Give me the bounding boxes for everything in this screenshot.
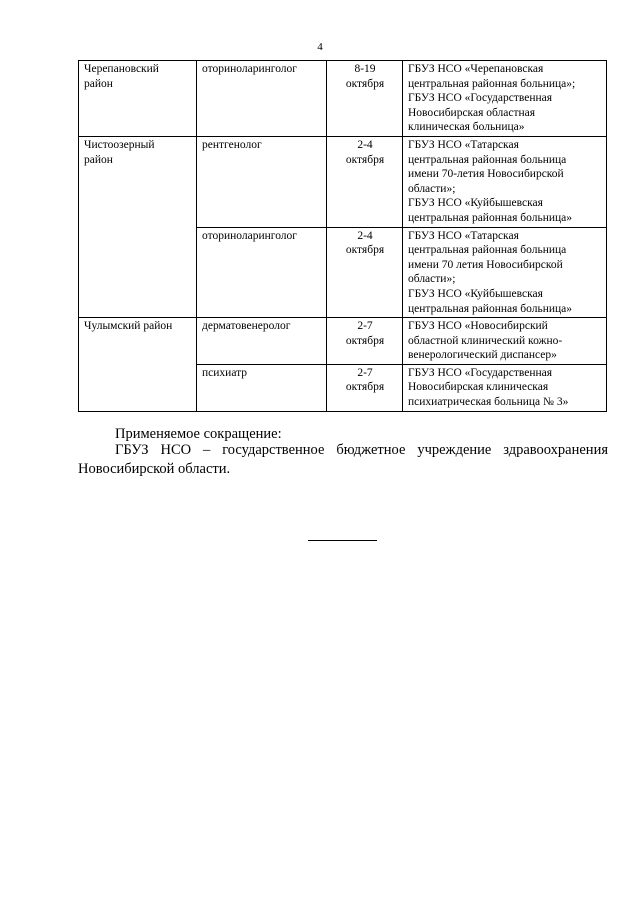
schedule-table-body (79, 61, 607, 412)
organization-cell (403, 364, 607, 411)
organization-line: ГБУЗ НСО «Татарская (408, 138, 519, 151)
dates-line: 2-7 (357, 320, 373, 333)
organization-line: психиатрическая больница № 3» (408, 396, 569, 409)
organization-line: имени 70 летия Новосибирской (408, 258, 563, 271)
dates-cell (327, 318, 403, 365)
table-row (79, 318, 607, 365)
dates-cell (327, 227, 403, 318)
organization-line: ГБУЗ НСО «Черепановская (408, 63, 544, 75)
district-cell (79, 318, 197, 412)
page-number: 4 (317, 41, 323, 53)
table-row (79, 61, 607, 137)
specialty-cell: оториноларинголог (197, 61, 327, 137)
dates-line: октября (345, 153, 385, 166)
abbreviation-text: ГБУЗ НСО – государственное бюджетное учреждение здравоохранения Новосибирской области. (78, 442, 608, 477)
organization-line: Новосибирская клиническая (408, 381, 549, 394)
dates-line: 2-4 (357, 138, 373, 151)
dates-cell (327, 61, 403, 137)
district-cell (79, 61, 197, 137)
organization-line: центральная районная больница» (408, 302, 573, 315)
organization-line: ГБУЗ НСО «Куйбышевская (408, 287, 543, 300)
specialty-cell: психиатр (197, 364, 327, 411)
dates-cell (327, 136, 403, 227)
organization-line: центральная районная больница (408, 244, 567, 257)
specialty-cell: дерматовенеролог (197, 318, 327, 365)
organization-line: ГБУЗ НСО «Государственная (408, 92, 553, 105)
organization-line: клиническая больница» (408, 121, 525, 134)
organization-line: области»; (408, 273, 456, 286)
district-line: район (84, 153, 113, 166)
organization-line: имени 70-летия Новосибирской (408, 168, 564, 181)
organization-line: ГБУЗ НСО «Куйбышевская (408, 197, 543, 210)
dates-line: октября (345, 77, 385, 90)
specialty-cell: оториноларинголог (197, 227, 327, 318)
organization-cell (403, 318, 607, 365)
district-line: Чулымский район (84, 320, 173, 333)
schedule-table (78, 60, 607, 412)
specialty-cell: рентгенолог (197, 136, 327, 227)
organization-line: ГБУЗ НСО «Новосибирский (408, 320, 548, 333)
dates-line: октября (345, 244, 385, 257)
dates-line: 8-19 (354, 63, 376, 75)
dates-line: 2-4 (357, 229, 373, 242)
organization-cell (403, 61, 607, 137)
dates-line: октября (345, 381, 385, 394)
organization-line: венерологический диспансер» (408, 349, 557, 362)
district-line: Чистоозерный (84, 138, 155, 151)
organization-line: центральная районная больница»; (408, 77, 576, 90)
dates-cell (327, 364, 403, 411)
organization-line: центральная районная больница (408, 153, 567, 166)
organization-cell (403, 136, 607, 227)
district-cell (79, 136, 197, 317)
organization-line: центральная районная больница» (408, 211, 573, 224)
organization-line: ГБУЗ НСО «Государственная (408, 366, 553, 379)
district-line: район (84, 77, 113, 90)
dates-line: октября (345, 334, 385, 347)
table-row (79, 136, 607, 227)
organization-cell (403, 227, 607, 318)
organization-line: ГБУЗ НСО «Татарская (408, 229, 519, 242)
organization-line: области»; (408, 182, 456, 195)
district-line: Черепановский (84, 63, 159, 75)
organization-line: Новосибирская областная (408, 106, 536, 119)
end-rule (308, 540, 377, 541)
abbreviation-title: Применяемое сокращение: (115, 426, 282, 442)
organization-line: областной клинический кожно- (408, 334, 563, 347)
dates-line: 2-7 (357, 366, 373, 379)
